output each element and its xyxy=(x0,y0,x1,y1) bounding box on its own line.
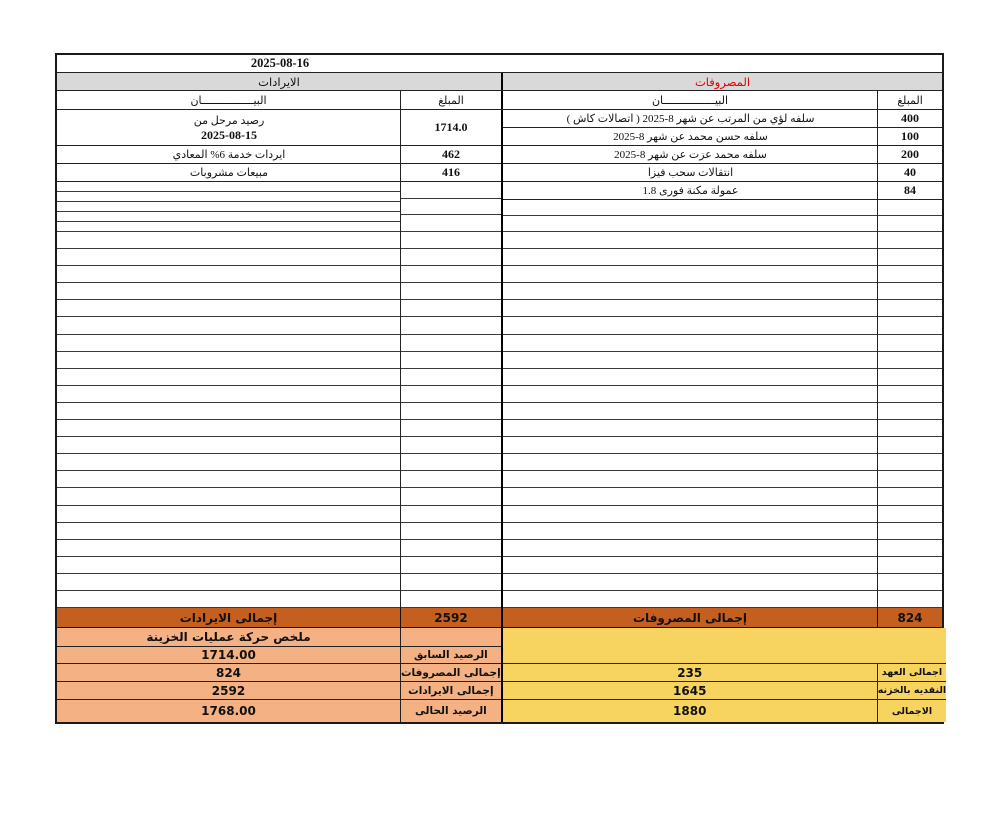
empty-grid-split xyxy=(57,182,501,232)
summary-title-empty xyxy=(401,628,501,646)
current-balance-value: 1768.00 xyxy=(57,700,401,722)
revenue-amount-cell: 462 xyxy=(442,147,460,161)
grand-total-label: الاجمالى xyxy=(891,705,933,717)
revenue-desc-line1: رصيد مرحل من xyxy=(193,114,265,127)
revenues-amount-header: المبلغ xyxy=(401,91,503,109)
empty-row xyxy=(57,386,501,403)
empty-row xyxy=(57,212,401,222)
total-custody-value: 235 xyxy=(503,664,878,681)
revenue-desc-cell: مبيعات مشروبات xyxy=(189,166,269,179)
revenue-amount-cell: 416 xyxy=(442,165,460,179)
revenue-amount-cell: 1714.0 xyxy=(434,120,468,134)
empty-row xyxy=(57,471,501,488)
expenses-description-header: البيــــــــــــــــان xyxy=(503,91,878,109)
date-row-empty-cell xyxy=(503,55,942,72)
empty-row xyxy=(57,249,501,266)
summary-row-previous-balance xyxy=(57,647,501,664)
empty-row xyxy=(57,574,501,591)
expenses-column-divider xyxy=(877,110,878,608)
empty-row xyxy=(401,182,501,199)
empty-row xyxy=(57,369,501,386)
empty-row xyxy=(57,283,501,300)
empty-row xyxy=(57,403,501,420)
revenue-desc-cell xyxy=(57,110,401,145)
expenses-column-group xyxy=(503,110,942,608)
empty-grid-desc xyxy=(57,182,401,232)
empty-row xyxy=(57,335,501,352)
empty-row xyxy=(57,540,501,557)
empty-row xyxy=(57,232,501,249)
current-balance-label: الرصيد الحالى xyxy=(414,705,487,717)
table-row xyxy=(57,110,501,146)
empty-row xyxy=(57,222,401,232)
expense-desc-cell: عمولة مكنة فورى 1.8 xyxy=(642,184,739,197)
revenue-desc-cell: ايردات خدمة 6% المعادي xyxy=(172,148,286,161)
summary-row-total-expenses xyxy=(57,664,501,682)
date-row xyxy=(57,55,942,73)
summary-row-cash-in-safe xyxy=(503,682,946,700)
empty-row xyxy=(57,523,501,540)
cash-report-table xyxy=(55,53,947,724)
expense-amount-cell: 40 xyxy=(904,165,916,179)
table-row xyxy=(57,164,501,182)
column-header-row xyxy=(57,91,942,110)
revenues-column-divider xyxy=(400,110,401,608)
total-expenses-label: إجمالى المصروفات xyxy=(401,666,501,679)
expense-amount-cell: 200 xyxy=(901,147,919,161)
empty-row xyxy=(57,437,501,454)
summary-title-row xyxy=(57,628,501,647)
summary-row-current-balance xyxy=(57,700,501,722)
empty-row xyxy=(57,352,501,369)
previous-balance-value: 1714.00 xyxy=(57,647,401,663)
expense-amount-cell: 400 xyxy=(901,111,919,125)
revenues-section-title: الايرادات xyxy=(57,73,503,90)
expense-amount-cell: 84 xyxy=(904,183,916,197)
expenses-total-label: إجمالى المصروفات xyxy=(503,608,878,627)
summary-row-total-revenues xyxy=(57,682,501,700)
empty-row xyxy=(57,420,501,437)
total-custody-label: اجمالى العهد xyxy=(881,667,943,678)
cash-in-safe-label: النقديه بالخزنه xyxy=(877,685,947,696)
summary-title: ملخص حركة عمليات الخزينة xyxy=(57,628,401,646)
empty-row xyxy=(57,202,401,212)
previous-balance-label: الرصيد السابق xyxy=(413,649,488,661)
revenues-total-amount: 2592 xyxy=(401,608,503,627)
table-body xyxy=(57,110,942,608)
total-revenues-value: 2592 xyxy=(57,682,401,699)
empty-row xyxy=(57,591,501,608)
section-header-row xyxy=(57,73,942,91)
expenses-section-title: المصروفات xyxy=(694,76,751,89)
empty-row xyxy=(401,199,501,216)
expense-amount-cell: 100 xyxy=(901,129,919,143)
empty-row xyxy=(57,454,501,471)
empty-row xyxy=(401,215,501,232)
empty-grid xyxy=(57,232,501,608)
empty-row xyxy=(57,300,501,317)
expense-desc-cell: سلفه حسن محمد عن شهر 8-2025 xyxy=(613,130,768,143)
totals-row xyxy=(57,608,942,628)
cash-in-safe-value: 1645 xyxy=(503,682,878,699)
expense-desc-cell: سلفه محمد عزت عن شهر 8-2025 xyxy=(614,148,767,161)
empty-row xyxy=(57,266,501,283)
table-row xyxy=(57,146,501,164)
expenses-amount-header: المبلغ xyxy=(897,94,923,107)
report-date: 2025-08-16 xyxy=(250,56,310,70)
summary-row-grand-total xyxy=(503,700,946,722)
empty-row xyxy=(57,488,501,505)
empty-row xyxy=(57,317,501,334)
expense-desc-cell: انتقالات سحب فيزا xyxy=(647,166,734,179)
revenues-description-header: البيــــــــــــــــان xyxy=(57,91,401,109)
expense-desc-cell: سلفه لؤي من المرتب عن شهر 8-2025 ( اتصالات كاش ) xyxy=(566,112,815,125)
total-revenues-label: إجمالى الايرادات xyxy=(408,684,494,697)
revenue-desc-line2: 2025-08-15 xyxy=(201,127,257,142)
empty-row xyxy=(57,192,401,202)
summary-row-total-custody xyxy=(503,664,946,682)
total-expenses-value: 824 xyxy=(57,664,401,681)
revenues-total-label: إجمالى الايرادات xyxy=(57,608,401,627)
grand-total-value: 1880 xyxy=(503,700,878,722)
revenues-column-group xyxy=(57,110,503,608)
empty-grid-amount xyxy=(401,182,501,232)
empty-row xyxy=(57,182,401,192)
summary-right-block xyxy=(503,628,946,722)
summary-left-block xyxy=(57,628,503,722)
treasury-summary xyxy=(57,628,947,722)
expenses-total-amount: 824 xyxy=(897,610,923,625)
summary-right-empty xyxy=(503,628,946,664)
empty-row xyxy=(57,557,501,574)
empty-row xyxy=(57,506,501,523)
